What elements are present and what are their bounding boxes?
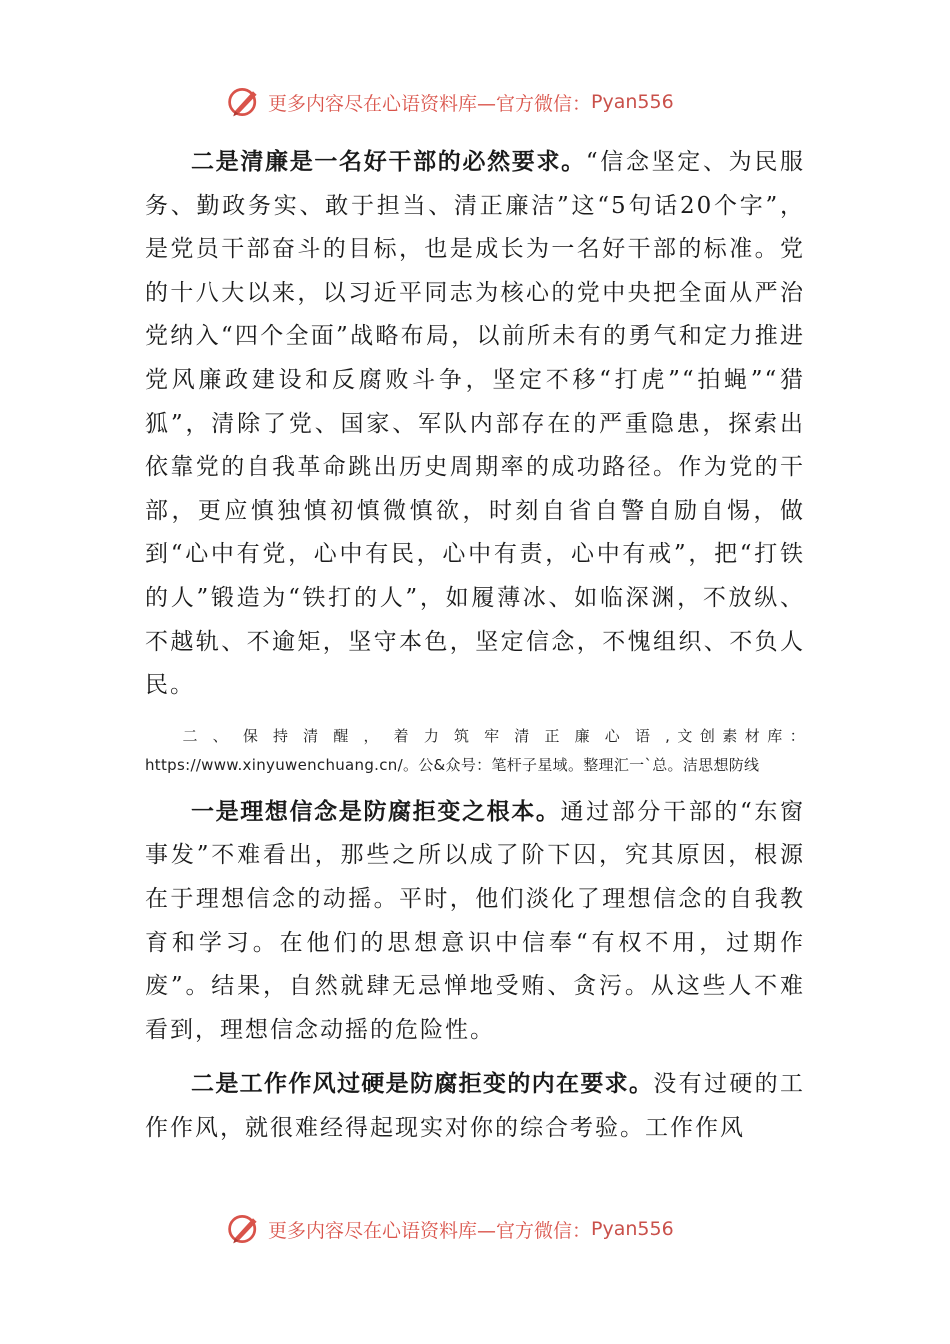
section-heading-rest: ,文创素材库：https://www.xinyuwenchuang.cn/。公&众号：笔杆子星域。整理汇一`总。洁思想防线 [145,726,805,774]
paragraph-integrity-requirement [145,140,805,708]
banner-handle: Pyan556 [591,1218,674,1240]
paragraph-lead: 二是清廉是一名好干部的必然要求。 [191,148,586,175]
paragraph-body: 没有过硬的工作作风，就很难经得起现实对你的综合考验。工作作风 [145,1071,806,1141]
paragraph-body: “信念坚定、为民服务、勤政务实、敢于担当、清正廉洁”这“5句话20个字”，是党员干部奋斗的目标，也是成长为一名好干部的标准。党的十八大以来，以习近平同志为核心的党中央把全面从严治党纳入“四个全面”战略布局，以前所未有的勇气和定力推进党风廉政建设和反腐败斗争，坚定不移“打虎”“拍蝇”“猎狐”，清除了党、国家、军队内部存在的严重隐患，探索出依靠党的自我革命跳出历史周期率的成功路径。作为党的干部，更应慎独慎初慎微慎欲，时刻自省自警自励自惕，做到“心中有党，心中有民，心中有责，心中有戒”，把“打铁的人”锻造为“铁打的人”，如履薄冰、如临深渊，不放纵、不越轨、不逾矩，坚守本色，坚定信念，不愧组织、不负人民。 [145,149,805,699]
header-watermark-banner [226,82,674,122]
paragraph-ideals-conviction [145,790,805,1053]
pen-logo-icon [226,84,262,120]
paragraph-lead: 一是理想信念是防腐拒变之根本。 [191,797,561,825]
paragraph-work-style [145,1062,805,1150]
banner-handle: Pyan556 [591,91,674,113]
section-heading-note [145,722,805,780]
document-body [145,140,805,1150]
banner-text: 更多内容尽在心语资料库—官方微信： [268,92,592,115]
pen-logo-icon [226,1211,262,1247]
footer-watermark-banner [226,1209,674,1249]
section-heading: 二、保持清醒，着力筑牢清正廉心语 [182,726,666,745]
paragraph-body: 通过部分干部的“东窗事发”不难看出，那些之所以成了阶下囚，究其原因，根源在于理想信念的动摇。平时，他们淡化了理想信念的自我教育和学习。在他们的思想意识中信奉“有权不用，过期作废”。结果，自然就肆无忌惮地受贿、贪污。从这些人不难看到，理想信念动摇的危险性。 [145,798,806,1043]
paragraph-lead: 二是工作作风过硬是防腐拒变的内在要求。 [191,1070,654,1098]
banner-text: 更多内容尽在心语资料库—官方微信： [268,1219,592,1242]
